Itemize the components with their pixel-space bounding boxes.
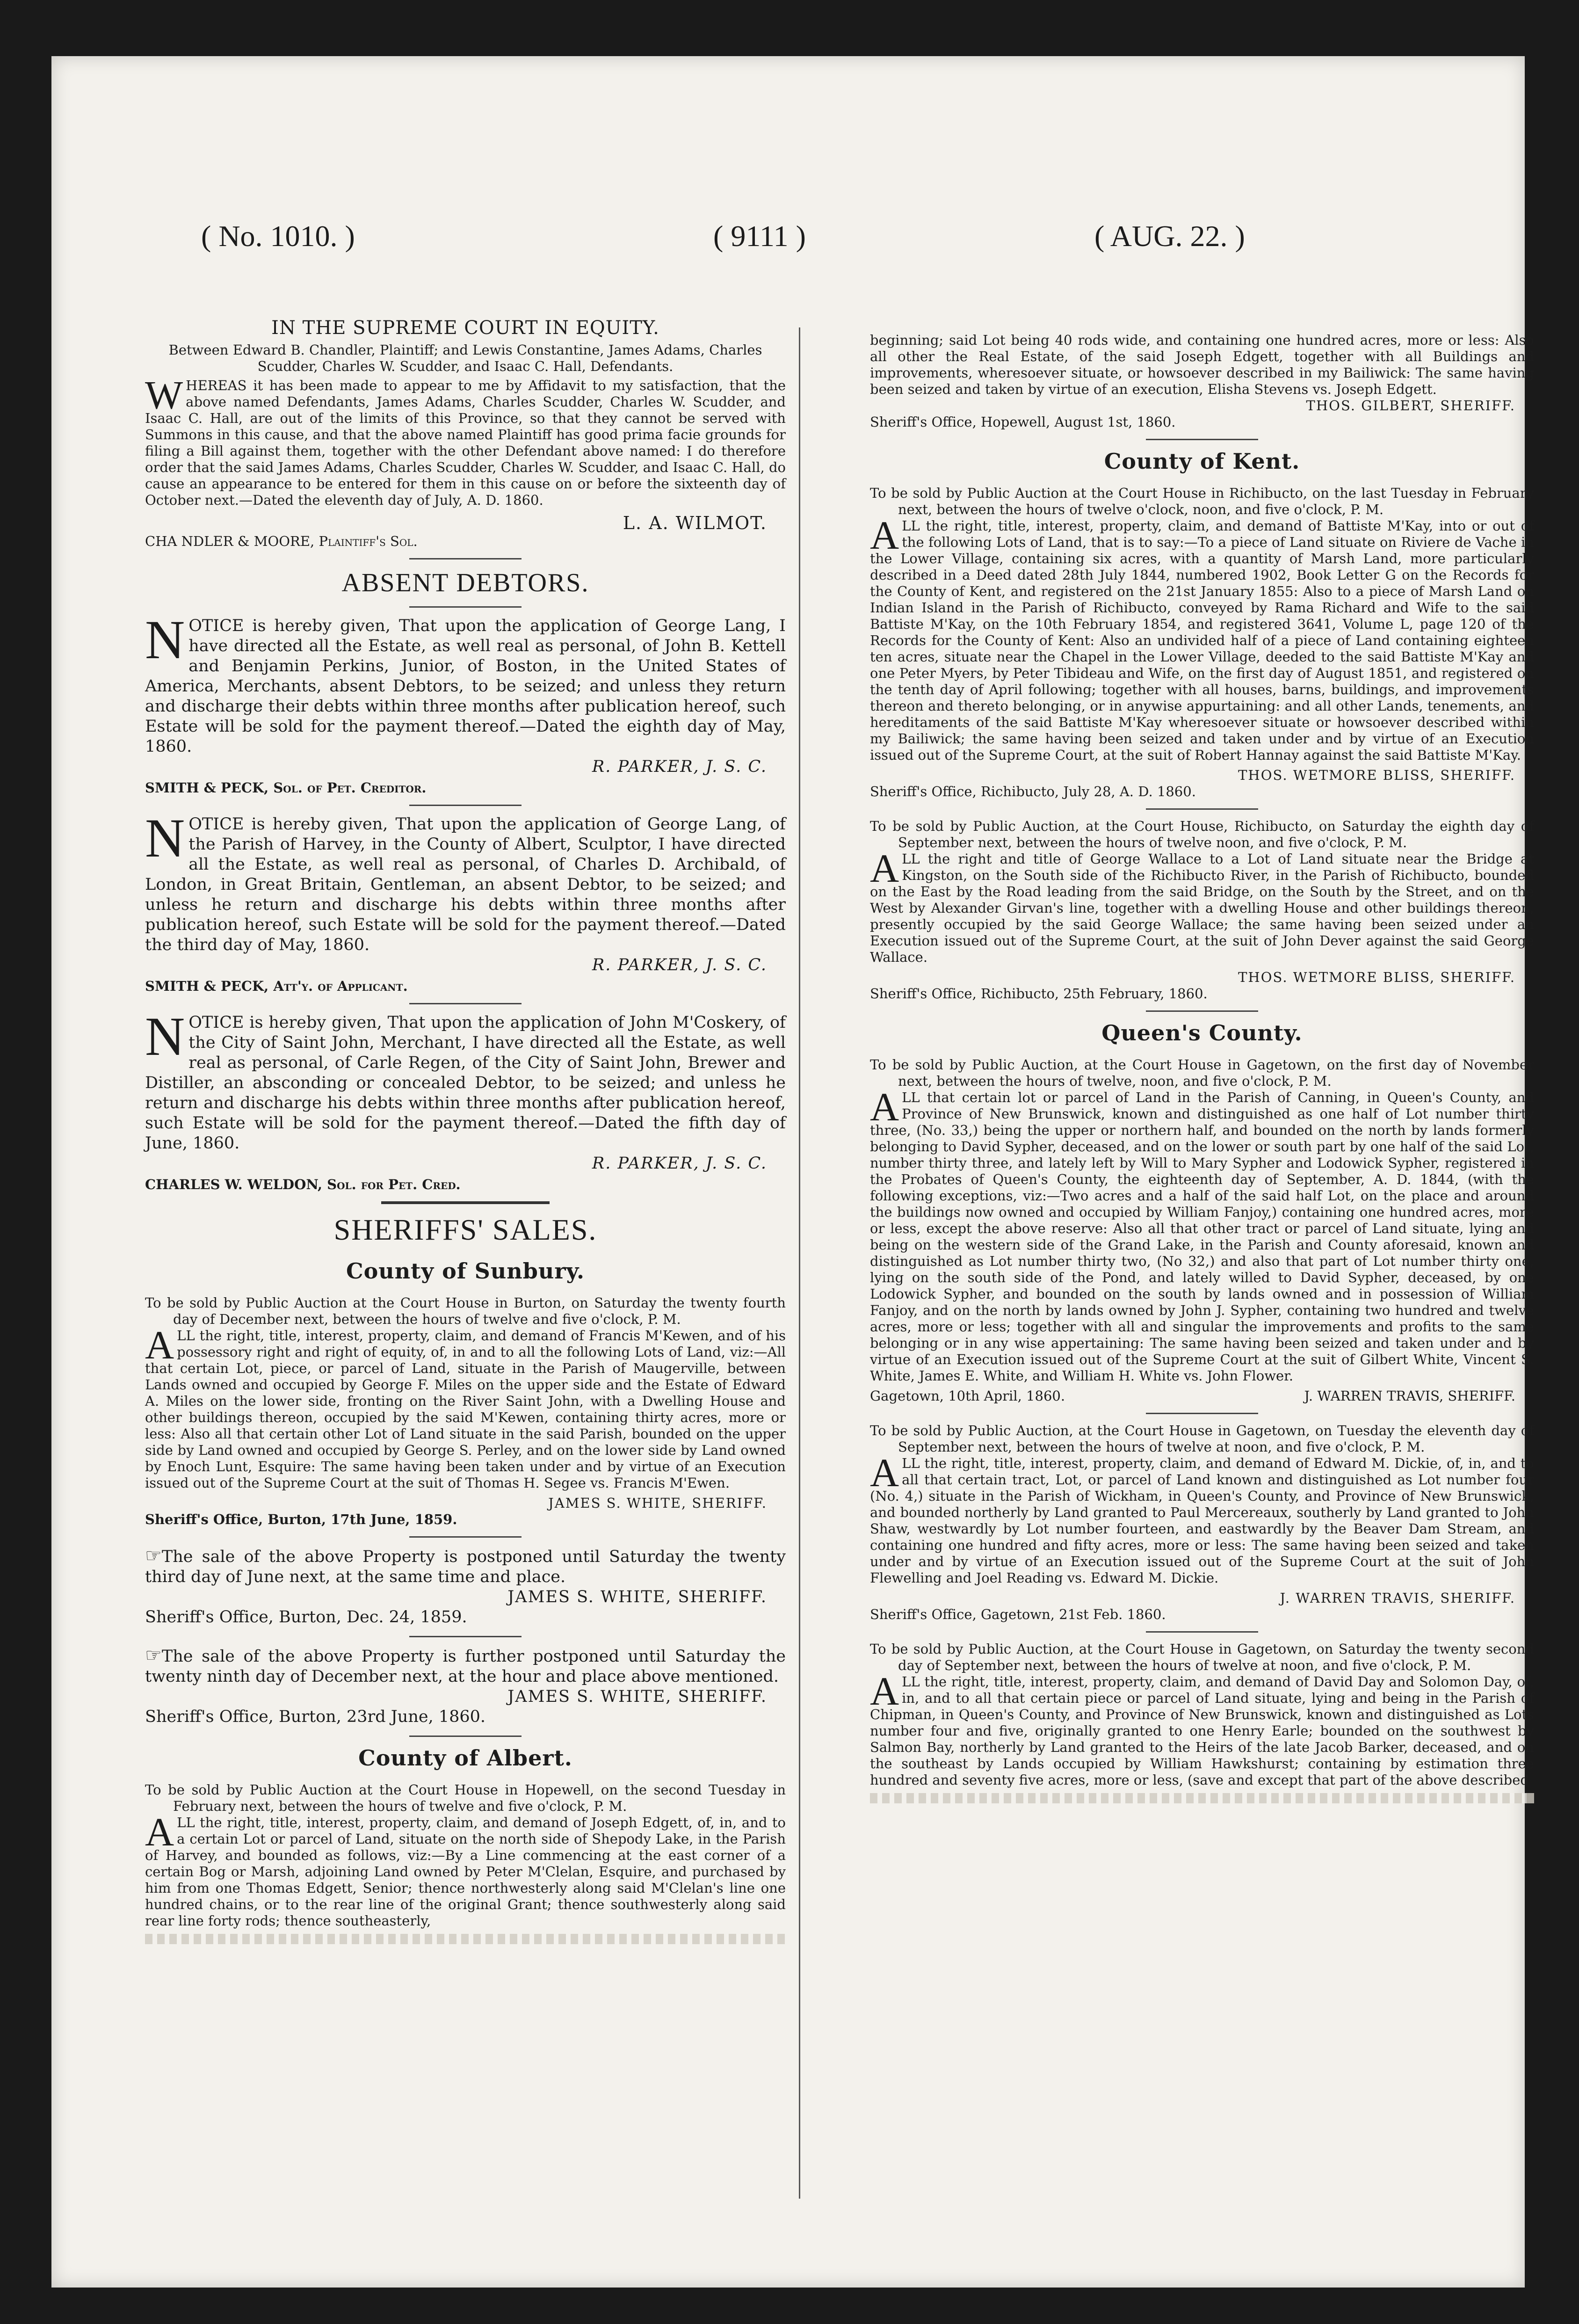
county-albert-heading: County of Albert. [358,1745,572,1771]
kent-notice-1 [870,513,1534,763]
equity-parties: Between Edward B. Chandler, Plaintiff; and Lewis Constantine, James Adams, Charles Scudder, Charles W. Scudder, and Isaac C. Hall, Defendants. [168,342,762,374]
notice-1-solicitor: SMITH & PECK, Sol. of Pet. Creditor. [145,780,427,796]
issue-date: ( AUG. 22. ) [1094,219,1245,253]
notice-2-signer: R. PARKER, J. S. C. [592,956,767,974]
notice-2-solicitor: SMITH & PECK, Att'y. of Applicant. [145,978,408,994]
divider [1146,1631,1258,1633]
kent-body-2: LL the right and title of George Wallace to a Lot of Land situate near the Bridge at Kingston, on the South side of the Richibucto River, in the Parish of Richibucto, bounded on the East by the Road leading from the said Bridge, on the South by the Street, and on the West by Alexander Girvan's line, together with a dwelling House and other buildings thereon, presently occupied by the said George Wallace; the same having been seized under an Execution issued out of the Supreme Court, at the suit of John Dever against the said George Wallace. [870,851,1534,965]
divider [409,805,522,806]
postponed-2: The sale of the above Property is further postponed until Saturday the twenty ninth day of December next, at the hour and place above mentioned. [145,1647,786,1686]
kent-intro-1: To be sold by Public Auction at the Court House in Richibucto, on the last Tuesday in February next, between the hours of twelve o'clock, noon, and five o'clock, P. M. [870,485,1534,517]
divider [409,1736,522,1737]
absent-debtors-title: ABSENT DEBTORS. [341,568,589,597]
albert-notice [145,1809,786,1929]
notice-2 [145,807,786,955]
notice-3 [145,1006,786,1154]
queens-notice-2 [870,1450,1534,1586]
notice-1-body: OTICE is hereby given, That upon the application of George Lang, I have directed all the Estate, as well real as personal, of John B. Kettell and Benjamin Perkins, Junior, of Boston, in the United States of America, Merchants, absent Debtors, to be seized; and unless they return and discharge their debts within three months after publication hereof, such Estate will be sold for the payment thereof.—Dated the eighth day of May, 1860. [145,617,786,756]
divider [1146,1413,1258,1414]
queens-body-2: LL the right, title, interest, property, claim, and demand of Edward M. Dickie, of, in, and to all that certain tract, Lot, or parcel of Land known and distinguished as Lot number four (No. 4,) situate in the Parish of Wickham, in Queen's County, and Province of New Brunswick, and bounded northerly by Land granted to Paul Mercereaux, southerly by Land granted to John Shaw, westwardly by Lot number fourteen, and eastwardly by the Beaver Dam Stream, and containing one hundred and fifty acres, more or less: The same having been seized and taken under and by virtue of an Execution issued out of the Supreme Court at the suit of John Flewelling and Joel Reading vs. Edward M. Dickie. [870,1455,1534,1586]
queens-notice-1 [870,1084,1534,1384]
divider [409,558,522,559]
sheriffs-sales-title: SHERIFFS' SALES. [333,1213,597,1246]
kent-office-2: Sheriff's Office, Richibucto, 25th February, 1860. [870,986,1208,1002]
queens-body-3: LL the right, title, interest, property, claim, and demand of David Day and Solomon Day, of, in, and to all that certain piece or parcel of Land situate, lying and being in the Parish of Chipman, in Queen's County, and Province of New Brunswick, known and distinguished as Lots number four and five, originally granted to one Henry Earle; bounded on the southwest by Salmon Bay, northerly by Land granted to the Heirs of the late Jacob Barker, deceased, and on the southeast by Lands occupied by William Hawkshurst; containing by estimation three hundred and seventy five acres, more or less, (save and except that part of the above described [870,1674,1534,1788]
notice-2-body: OTICE is hereby given, That upon the application of George Lang, of the Parish of Harvey, in the County of Albert, Sculptor, I have directed all the Estate, as well real as personal, of Charles D. Archibald, of London, in Great Britain, Gentleman, an absent Debtor, to be seized; and unless he return and discharge his debts within three months after publication hereof, such Estate will be sold for the payment thereof.—Dated the third day of May, 1860. [145,815,786,954]
divider [1146,1010,1258,1012]
queens-intro-1: To be sold by Public Auction, at the Court House in Gagetown, on the first day of November next, between the hours of twelve, noon, and five o'clock, P. M. [870,1057,1534,1089]
equity-solicitor: CHA NDLER & MOORE, Plaintiff's Sol. [145,533,418,549]
notice-3-signer: R. PARKER, J. S. C. [592,1154,767,1173]
divider [409,1003,522,1004]
drop-cap: W [145,372,183,417]
notice-1 [145,609,786,757]
queens-intro-2: To be sold by Public Auction, at the Court House in Gagetown, on Tuesday the eleventh day of September next, between the hours of twelve at noon, and five o'clock, P. M. [870,1423,1534,1455]
issue-number: ( No. 1010. ) [201,219,355,253]
page-number: ( 9111 ) [713,219,806,253]
kent-signer-2: THOS. WETMORE BLISS, SHERIFF. [1238,969,1515,985]
drop-cap: A [870,846,899,891]
sunbury-office-2: Sheriff's Office, Burton, Dec. 24, 1859. [145,1608,467,1627]
right-column [870,332,1534,1803]
kent-signer-1: THOS. WETMORE BLISS, SHERIFF. [1238,767,1515,783]
county-kent-heading: County of Kent. [1104,449,1300,474]
kent-body-1: LL the right, title, interest, property, claim, and demand of Battiste M'Kay, into or out of the following Lots of Land, that is to say:—To a piece of Land situate on Riviere de Vache in the Lower Village, containing six acres, with a quantity of Marsh Land, more particularly described in a Deed dated 28th July 1844, numbered 1902, Book Letter G on the Records for the County of Kent, and registered on the 21st January 1855: Also to a piece of Marsh Land on Indian Island in the Parish of Richibucto, conveyed by Rama Richard and Wife to the said Battiste M'Kay, on the 10th February 1854, and registered 3641, Volume L, page 120 of the Records for the County of Kent: Also an undivided half of a piece of Land containing eighteen ten acres, situate near the Chapel in the Lower Village, deeded to the said Battiste M'Kay and one Peter Myers, by Peter Tibideau and Wife, on the first day of August 1851, and registered on the tenth day of April following; together with all houses, barns, buildings, and improvements thereon and thereto belonging, or in anywise appurtaining: and all other Lands, tenements, and hereditaments of the said Battiste M'Kay wheresoever situate or howsoever described within my Bailiwick; the same having been seized and taken under and by virtue of an Execution issued out of the Supreme Court, at the suit of Robert Hannay against the said Battiste M'Kay. [870,518,1534,763]
albert-body: LL the right, title, interest, property, claim, and demand of Joseph Edgett, of, in, and to a certain Lot or parcel of Land, situate on the north side of Shepody Lake, in the Parish of Harvey, and bounded as follows, viz:—By a Line commencing at the east corner of a certain Bog or Marsh, adjoining Land owned by Peter M'Clelan, Esquire, and purchased by him from one Thomas Edgett, Senior; thence northwesterly along said M'Clelan's line one hundred chains, or to the rear line of the original Grant; thence southwesterly along said rear line forty rods; thence southeasterly, [145,1815,786,1929]
albert-office: Sheriff's Office, Hopewell, August 1st, 1860. [870,414,1176,430]
albert-intro: To be sold by Public Auction at the Court House in Hopewell, on the second Tuesday in February next, between the hours of twelve and five o'clock, P. M. [145,1782,786,1814]
notice-3-body: OTICE is hereby given, That upon the application of John M'Coskery, of the City of Saint John, Merchant, I have directed all the Estate, as well real as personal, of Carle Regen, of the City of Saint John, Brewer and Distiller, an absconding or concealed Debtor, to be seized; and unless he return and discharge his debts within three months after publication hereof, such Estate will be sold for the payment thereof.—Dated the fifth day of June, 1860. [145,1013,786,1153]
illegible-line [870,1793,1534,1803]
divider [409,1636,522,1637]
sunbury-signer-2: JAMES S. WHITE, SHERIFF. [507,1588,767,1606]
divider [1146,808,1258,810]
drop-cap: A [870,1084,899,1129]
drop-cap: A [870,513,899,558]
queens-notice-3 [870,1669,1534,1788]
sunbury-signer: JAMES S. WHITE, SHERIFF. [548,1495,767,1511]
divider [409,1536,522,1538]
postponed-1: The sale of the above Property is postponed until Saturday the twenty third day of June next, at the same time and place. [145,1547,786,1586]
queens-office-2: Sheriff's Office, Gagetown, 21st Feb. 1860. [870,1606,1166,1622]
kent-intro-2: To be sold by Public Auction, at the Court House, Richibucto, on Saturday the eighth day of September next, between the hours of twelve noon, and five o'clock, P. M. [870,818,1534,850]
sunbury-intro: To be sold by Public Auction at the Court House in Burton, on Saturday the twenty fourth day of December next, between the hours of twelve and five o'clock, P. M. [145,1295,786,1327]
kent-notice-2 [870,846,1534,966]
sunbury-body: LL the right, title, interest, property, claim, and demand of Francis M'Kewen, and of his possessory right and right of equity, of, in and to all the following Lots of Land, viz:—All that certain Lot, piece, or parcel of Land, situate in the Parish of Maugerville, between Lands owned and occupied by George F. Miles on the upper side and the Estate of Edward A. Miles on the lower side, fronting on the River Saint John, with a Dwelling House and other buildings thereon, occupied by the said M'Kewen, containing thirty acres, more or less: Also all that certain other Lot of Land situate in the said Parish, bounded on the upper side by Land owned and occupied by George S. Perley, and on the lower side by Land owned by Enoch Lunt, Esquire: The same having been taken under and by virtue of an Execution issued out of the Supreme Court at the suit of Thomas H. Segee vs. Francis M'Ewen. [145,1328,786,1491]
sunbury-office: Sheriff's Office, Burton, 17th June, 1859. [145,1511,457,1527]
drop-cap: A [145,1809,174,1854]
drop-cap: N [145,609,185,670]
drop-cap: A [870,1450,899,1495]
equity-body: HEREAS it has been made to appear to me by Affidavit to my satisfaction, that the above named Defendants, James Adams, Charles Scudder, Charles W. Scudder, and Isaac C. Hall, are out of the limits of this Province, so that they cannot be served with Summons in this cause, and that the above named Plaintiff has good prima facie grounds for filing a Bill against them, together with the other Defendant above named: I do therefore order that the said James Adams, Charles Scudder, Charles W. Scudder, and Isaac C. Hall, do cause an appearance to be entered for them in this cause on or before the sixteenth day of October next.—Dated the eleventh day of July, A. D. 1860. [145,378,786,508]
divider [409,606,522,608]
queens-intro-3: To be sold by Public Auction, at the Court House in Gagetown, on Saturday the twenty second day of September next, between the hours of twelve at noon, and five o'clock, P. M. [870,1641,1534,1673]
pointing-hand-icon: ☞ [145,1645,162,1666]
newspaper-page [51,56,1534,2288]
notice-3-solicitor: CHARLES W. WELDON, Sol. for Pet. Cred. [145,1177,461,1192]
left-column [145,318,786,1944]
drop-cap: N [145,807,185,869]
kent-office-1: Sheriff's Office, Richibucto, July 28, A. D. 1860. [870,784,1196,799]
queens-body-1: LL that certain lot or parcel of Land in the Parish of Canning, in Queen's County, and Province of New Brunswick, known and distinguished as one half of Lot number thirty three, (No. 33,) being the upper or northern half, and bounded on the north by lands formerly belonging to David Sypher, deceased, and on the lower or south part by one half of the said Lot, number thirty three, and lately left by Will to Mary Sypher and Lodowick Sypher, registered in the Probates of Queen's County, the eighteenth day of September, A. D. 1844, (with the following exceptions, viz:—Two acres and a half of the said half Lot, on the place and around the buildings now owned and occupied by William Fanjoy,) containing one hundred acres, more or less, except the above reserve: Also all that other tract or parcel of Land situate, lying and being on the western side of the Grand Lake, in the Parish and County aforesaid, known and distinguished as Lot number thirty two, (No 32,) and also that part of Lot number thirty one, lying on the south side of the Pond, and lately willed to David Sypher, deceased, by one Lodowick Sypher, and bounded on the south by lands owned and in possession of William Fanjoy, and on the north by lands owned by John J. Sypher, containing two hundred and twelve acres, more or less; together with all and singular the improvements and profits to the same belonging or in any wise appertaining: The same having been seized and taken under and by virtue of an Execution issued out of the Supreme Court at the suit of Gilbert White, Vincent S. White, James E. White, and William H. White vs. John Flower. [870,1089,1534,1384]
albert-continued: beginning; said Lot being 40 rods wide, and containing one hundred acres, more or less: Also all other the Real Estate, of the said Joseph Edgett, together with all Buildings and improvements, wheresoever situate, or howsoever described in my Bailiwick: The same having been seized and taken by virtue of an execution, Elisha Stevens vs. Joseph Edgett. [870,332,1534,397]
column-divider [799,327,800,2199]
county-queens-heading: Queen's County. [1101,1020,1303,1046]
illegible-line [145,1934,786,1944]
equity-notice [145,372,786,508]
notice-1-signer: R. PARKER, J. S. C. [592,757,767,776]
drop-cap: N [145,1006,185,1067]
queens-office-1: Gagetown, 10th April, 1860. [870,1388,1065,1404]
albert-signer: THOS. GILBERT, SHERIFF. [1306,398,1515,414]
queens-signer-1: J. WARREN TRAVIS, SHERIFF. [1304,1388,1515,1404]
drop-cap: A [870,1669,899,1714]
equity-title: IN THE SUPREME COURT IN EQUITY. [271,317,659,339]
sunbury-office-3: Sheriff's Office, Burton, 23rd June, 1860. [145,1707,486,1726]
pointing-hand-icon: ☞ [145,1545,162,1567]
drop-cap: A [145,1322,174,1367]
queens-signer-2: J. WARREN TRAVIS, SHERIFF. [1280,1590,1515,1606]
sunbury-signer-3: JAMES S. WHITE, SHERIFF. [507,1687,767,1706]
county-sunbury-heading: County of Sunbury. [346,1258,585,1284]
heavy-divider [381,1201,550,1204]
sunbury-notice [145,1322,786,1491]
divider [1146,439,1258,440]
equity-signer: L. A. WILMOT. [623,513,767,533]
